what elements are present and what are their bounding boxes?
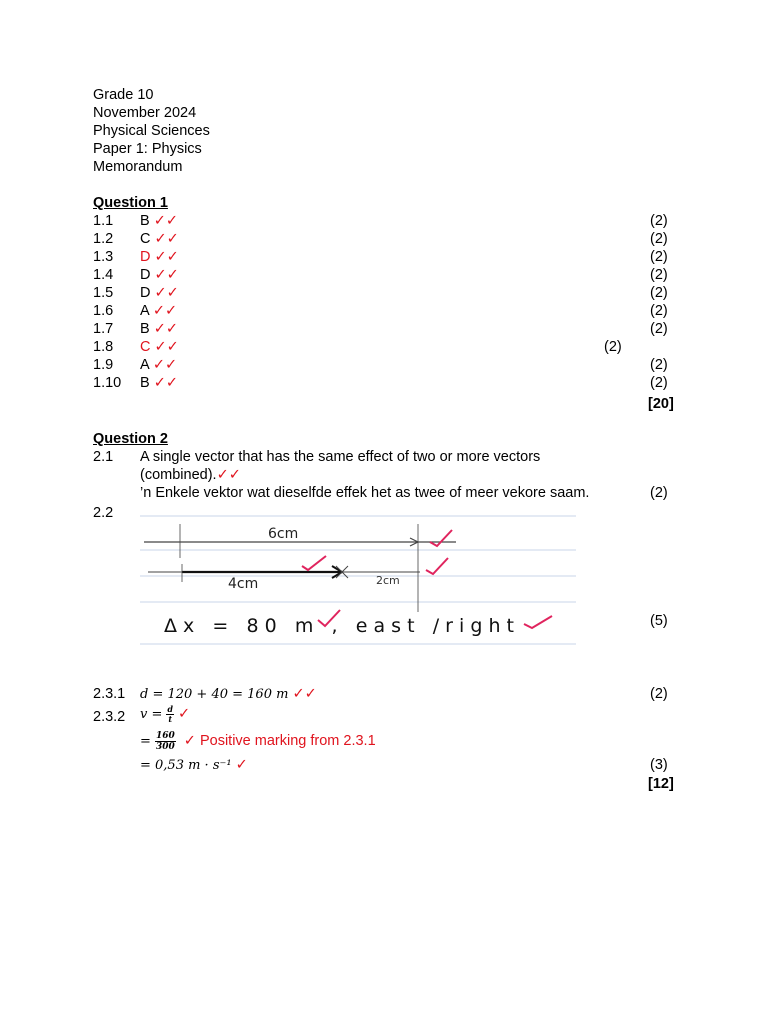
q1-answer-letter: D xyxy=(140,267,151,283)
q1-answer-letter: D xyxy=(140,285,151,301)
q1-row-marks: (2) xyxy=(650,267,668,283)
q232-number: 2.3.2 xyxy=(93,709,126,725)
q1-row-number: 1.4 xyxy=(93,267,114,283)
q22-number: 2.2 xyxy=(93,505,114,521)
q21-line2 xyxy=(140,466,241,484)
q232-frac2-den: 300 xyxy=(155,741,175,752)
q231-number: 2.3.1 xyxy=(93,686,126,702)
question-2-total: [12] xyxy=(648,776,674,792)
q232-tick: ✓ xyxy=(178,706,191,722)
q232-frac1-num: d xyxy=(167,703,173,714)
q232-result: = 0,53 m · s⁻¹ xyxy=(140,758,232,773)
q1-answer-letter: C xyxy=(140,231,151,247)
q1-row-answer xyxy=(140,302,177,320)
q232-velocity: v = xyxy=(140,707,163,722)
q1-row-number: 1.1 xyxy=(93,213,114,229)
q21-number: 2.1 xyxy=(93,449,114,465)
q1-row-answer xyxy=(140,356,177,374)
q1-row-number: 1.9 xyxy=(93,357,114,373)
q232-fraction-160-over-300 xyxy=(155,731,176,752)
q1-row-number: 1.5 xyxy=(93,285,114,301)
q1-row-marks: (2) xyxy=(650,213,668,229)
label-6cm: 6cm xyxy=(268,526,299,542)
q1-answer-ticks: ✓✓ xyxy=(154,339,179,355)
q1-row-marks: (2) xyxy=(650,285,668,301)
q1-answer-ticks: ✓✓ xyxy=(153,321,179,337)
question-2-heading: Question 2 xyxy=(93,431,168,447)
q232-frac1-den: t xyxy=(168,713,173,724)
q1-row-number: 1.6 xyxy=(93,303,114,319)
q231-ticks: ✓✓ xyxy=(292,686,317,702)
q232-line3 xyxy=(140,756,248,775)
q232-positive-marking-note: ✓ Positive marking from 2.3.1 xyxy=(183,733,376,749)
q1-row-marks: (2) xyxy=(650,249,668,265)
q21-ticks: ✓✓ xyxy=(216,467,241,483)
q1-answer-ticks: ✓✓ xyxy=(152,303,178,319)
question-1-total: [20] xyxy=(648,396,674,412)
q1-answer-letter: C xyxy=(140,339,151,355)
subject-label: Physical Sciences xyxy=(93,123,210,139)
q1-row-marks: (2) xyxy=(650,303,668,319)
q232-fraction-d-over-t xyxy=(166,705,174,724)
label-2cm: 2cm xyxy=(376,574,400,587)
vector-diagram xyxy=(140,510,576,655)
q1-answer-ticks: ✓✓ xyxy=(154,249,179,265)
q1-answer-letter: B xyxy=(140,213,150,229)
q1-answer-letter: B xyxy=(140,375,150,391)
q1-row-marks: (2) xyxy=(650,357,668,373)
q1-row-answer xyxy=(140,374,178,392)
label-4cm: 4cm xyxy=(228,576,259,592)
q1-answer-letter: A xyxy=(140,357,149,373)
grade-label: Grade 10 xyxy=(93,87,154,103)
q21-line1: A single vector that has the same effect of two or more vectors xyxy=(140,449,541,465)
q231-equation: d = 120 + 40 = 160 m xyxy=(140,687,289,702)
q1-row-answer xyxy=(140,320,178,338)
q1-row-number: 1.10 xyxy=(93,375,122,391)
q1-row-marks: (2) xyxy=(650,375,668,391)
q21-line3: ’n Enkele vektor wat dieselfde effek het as twee of meer vekore saam. xyxy=(140,485,590,501)
question-1-heading: Question 1 xyxy=(93,195,168,211)
q232-equals: = xyxy=(140,734,151,749)
q1-answer-ticks: ✓✓ xyxy=(153,375,179,391)
q1-answer-letter: D xyxy=(140,249,151,265)
diagram-answer: Δx = 80 m , east /right xyxy=(164,615,514,637)
q1-row-number: 1.3 xyxy=(93,249,114,265)
exam-date: November 2024 xyxy=(93,105,197,121)
q1-row-number: 1.8 xyxy=(93,339,114,355)
q1-answer-ticks: ✓✓ xyxy=(153,213,179,229)
q1-row-answer xyxy=(140,230,179,248)
q231-marks: (2) xyxy=(650,686,668,702)
paper-label: Paper 1: Physics xyxy=(93,141,202,157)
q1-answer-ticks: ✓✓ xyxy=(154,285,179,301)
q232-marks: (3) xyxy=(650,757,668,773)
q1-row-answer xyxy=(140,248,179,266)
q1-answer-letter: A xyxy=(140,303,149,319)
q1-row-marks: (2) xyxy=(650,321,668,337)
q1-answer-letter: B xyxy=(140,321,150,337)
q1-answer-ticks: ✓✓ xyxy=(154,231,179,247)
q232-result-tick: ✓ xyxy=(235,757,248,773)
q1-row-marks: (2) xyxy=(604,339,622,355)
q1-row-answer xyxy=(140,212,178,230)
q1-row-number: 1.7 xyxy=(93,321,114,337)
q1-row-marks: (2) xyxy=(650,231,668,247)
q21-line2-text: (combined). xyxy=(140,467,217,483)
q1-row-answer xyxy=(140,338,179,356)
q21-marks: (2) xyxy=(650,485,668,501)
q1-row-number: 1.2 xyxy=(93,231,114,247)
q232-line1 xyxy=(140,702,190,727)
q1-row-answer xyxy=(140,266,179,284)
q1-row-answer xyxy=(140,284,179,302)
q1-answer-ticks: ✓✓ xyxy=(152,357,178,373)
memo-label: Memorandum xyxy=(93,159,183,175)
q232-frac2-num: 160 xyxy=(155,730,175,741)
q22-marks: (5) xyxy=(650,613,668,629)
q232-line2 xyxy=(140,728,376,755)
q1-answer-ticks: ✓✓ xyxy=(154,267,179,283)
